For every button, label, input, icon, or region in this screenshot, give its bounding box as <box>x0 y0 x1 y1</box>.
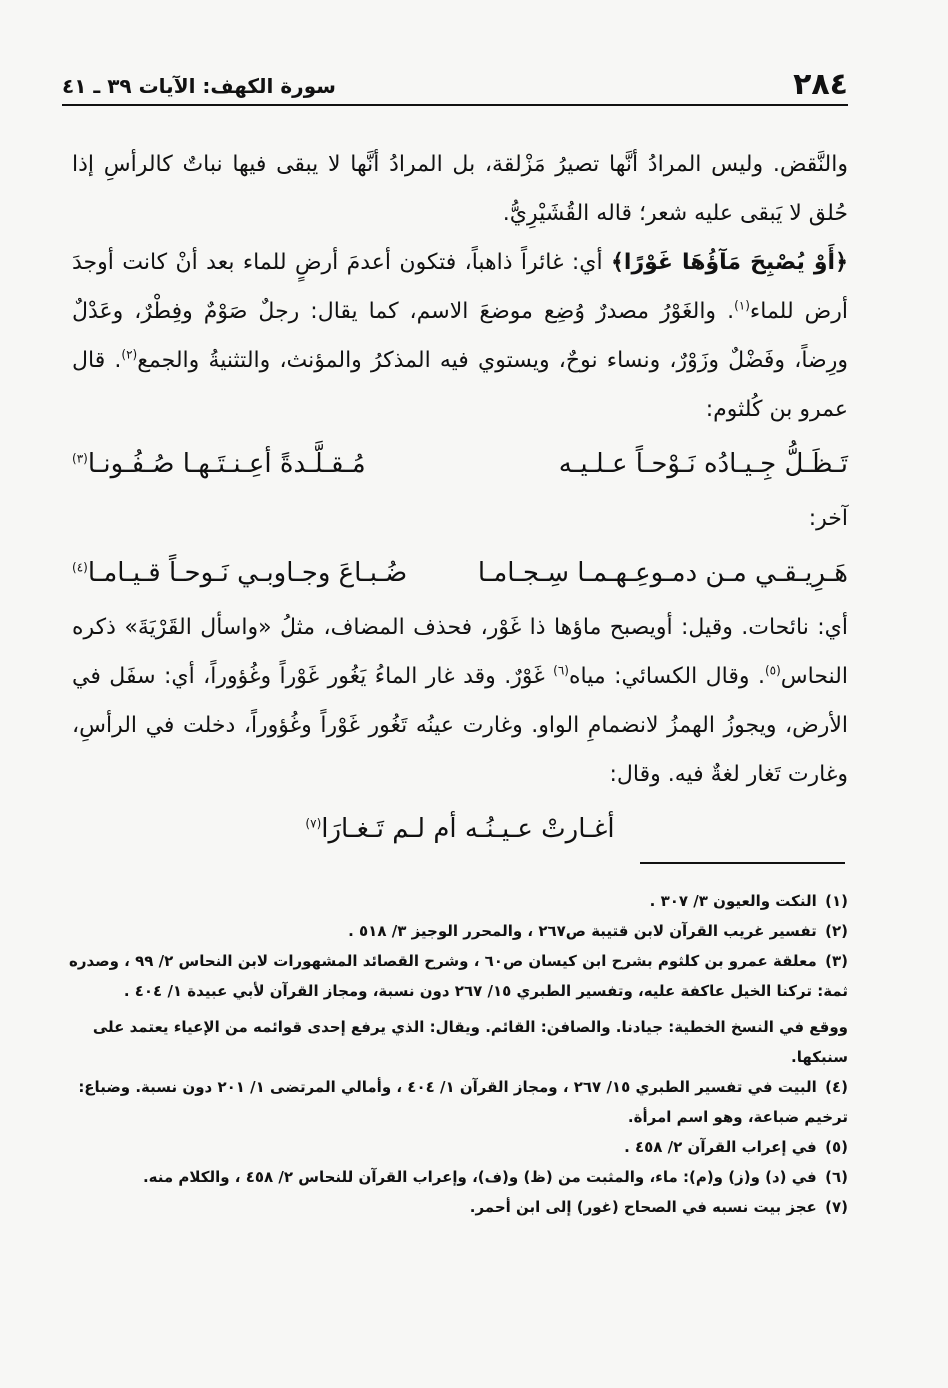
footnote-ref-1: (١) <box>734 298 750 313</box>
footnote-ref-4: (٤) <box>72 560 88 575</box>
footnote-ref-2: (٢) <box>121 347 138 362</box>
footnote-text: ووقع في النسخ الخطية: جيادنا. والصافن: القائم. ويقال: الذي يرفع إحدى قوائمه من الإعياء يعتمد على سنبكها. <box>92 1018 848 1066</box>
footnote-5 <box>66 1132 848 1162</box>
quran-verse: ﴿أَوْ يُصْبِحَ مَآؤُهَا غَوْرًا﴾ <box>611 250 848 275</box>
footnote-3 <box>66 946 848 1006</box>
paragraph-2-text-b: . والغَوْرُ مصدرٌ وُضِع موضعَ الاسم، كما يقال: رجلٌ صَوْمٌ وفِطْرٌ، وعَدْلٌ ورِضاً، وفَضْلٌ وزَوْرٌ، ونساء نوحٌ، ويستوي فيه المذكرُ والمؤنث، والتثنيةُ والجمع <box>72 299 848 373</box>
paragraph-1: والنَّقض. وليس المرادُ أنَّها تصيرُ مَزْلقة، بل المرادُ أنَّها لا يبقى فيها نباتٌ كالرأسِ إذا حُلق لا يَبقى عليه شعر؛ قاله القُشَيْرِيُّ. <box>72 152 848 226</box>
page-number: ٢٨٤ <box>793 67 848 102</box>
footnote-ref-3: (٣) <box>72 451 88 466</box>
footnote-3-continued <box>66 1012 848 1072</box>
footnote-number: (٤) <box>825 1078 848 1096</box>
footnote-text: في إعراب القرآن ٢/ ٤٥٨ . <box>624 1138 817 1156</box>
paragraph-3-text-b: . وقال الكسائي: مياه <box>568 664 765 689</box>
footnote-ref-6: (٦) <box>553 663 569 678</box>
footnote-number: (٣) <box>825 952 848 970</box>
verse-1-hemistich-2-wrap <box>72 438 366 490</box>
footnote-number: (١) <box>825 892 848 910</box>
paragraph-3-text-c: غَوْرٌ. وقد غار الماءُ يَغُور غَوْراً وغُؤوراً، أي: سفَل في الأرض، ويجوزُ الهمزُ لانضمامِ الواو. وغارت عينُه تَغُور غَوْراً وغُؤوراً، دخلت في الرأسِ، وغارت تَغار لغةٌ فيه. وقال: <box>72 664 848 787</box>
paragraph-3 <box>72 603 848 799</box>
poem-verse-3 <box>72 803 848 855</box>
verse-2-hemistich-1: هَـرِيـقـي مـن دمـوعِـهـمـا سِـجـامـا <box>477 558 848 588</box>
footnote-6 <box>66 1162 848 1192</box>
footnote-text: النكت والعيون ٣/ ٣٠٧ . <box>649 892 817 910</box>
footnote-text: معلقة عمرو بن كلثوم بشرح ابن كيسان ص٦٠ ، وشرح القصائد المشهورات لابن النحاس ٢/ ٩٩ ، وصدره ثمة: تركنا الخيل عاكفة عليه، وتفسير الطبري ١٥/ ٢٦٧ دون نسبة، ومجاز القرآن لأبي عبيدة ١/ ٤٠٤ . <box>68 952 848 1000</box>
footnote-text: تفسير غريب القرآن لابن قتيبة ص٢٦٧ ، والمحرر الوجيز ٣/ ٥١٨ . <box>348 922 817 940</box>
footnote-number: (٢) <box>825 922 848 940</box>
running-title: سورة الكهف: الآيات ٣٩ ـ ٤١ <box>62 74 336 98</box>
footnote-2 <box>66 916 848 946</box>
verse-3-wrap <box>305 803 614 855</box>
footnote-text: عجز بيت نسبه في الصحاح (غور) إلى ابن أحمر. <box>469 1198 817 1216</box>
paragraph-2-text-c: . قال عمرو بن كُلثوم: <box>72 348 848 422</box>
main-text <box>72 140 848 859</box>
verse-3-text: أغـارتْ عـيـنُـه أم لـم تَـغـارَا <box>321 814 615 844</box>
footnote-number: (٦) <box>825 1168 848 1186</box>
footnote-number: (٧) <box>825 1198 848 1216</box>
footnote-ref-5: (٥) <box>764 663 781 678</box>
footnote-7 <box>66 1192 848 1222</box>
footnote-1 <box>66 886 848 916</box>
another-poet-label: آخر: <box>808 506 848 531</box>
footnote-4 <box>66 1072 848 1132</box>
running-header <box>62 64 848 106</box>
footnote-number: (٥) <box>825 1138 848 1156</box>
paragraph-2 <box>72 238 848 434</box>
footnote-ref-7: (٧) <box>305 816 322 831</box>
footnotes <box>66 886 848 1222</box>
verse-2-hemistich-2-wrap <box>72 547 407 599</box>
verse-2-hemistich-2: ضُـبـاعَ وجـاوبـي نَـوحـاً قـيـامـا <box>87 558 408 588</box>
verse-1-hemistich-2: مُـقـلَّـدةً أعِـنـتَـهـا صُـفُـونـا <box>87 449 366 479</box>
footnote-divider <box>640 862 845 864</box>
footnote-text: في (د) و(ز) و(م): ماء، والمثبت من (ظ) و(ف)، وإعراب القرآن للنحاس ٢/ ٤٥٨ ، والكلام منه. <box>142 1168 817 1186</box>
poem-verse-1 <box>72 438 848 490</box>
poem-verse-2 <box>72 547 848 599</box>
paragraph-3-text-a: أي: نائحات. وقيل: أويصبح ماؤها ذا غَوْر، فحذف المضاف، مثلُ «واسأل القَرْيَةَ» ذكره النحاس <box>72 615 848 689</box>
verse-1-hemistich-1: تَـظَـلُّ جِـيـادُه نَـوْحـاً عـلـيـه <box>558 449 848 479</box>
footnote-text: البيت في تفسير الطبري ١٥/ ٢٦٧ ، ومجاز القرآن ١/ ٤٠٤ ، وأمالي المرتضى ١/ ٢٠١ دون نسبة. وضباع: ترخيم ضباعة، وهو اسم امرأة. <box>78 1078 848 1126</box>
paragraph-2-text-a: أي: غائراً ذاهباً، فتكون أعدمَ أرضٍ للماء بعد أنْ كانت أوجدَ أرض للماء <box>72 250 848 324</box>
